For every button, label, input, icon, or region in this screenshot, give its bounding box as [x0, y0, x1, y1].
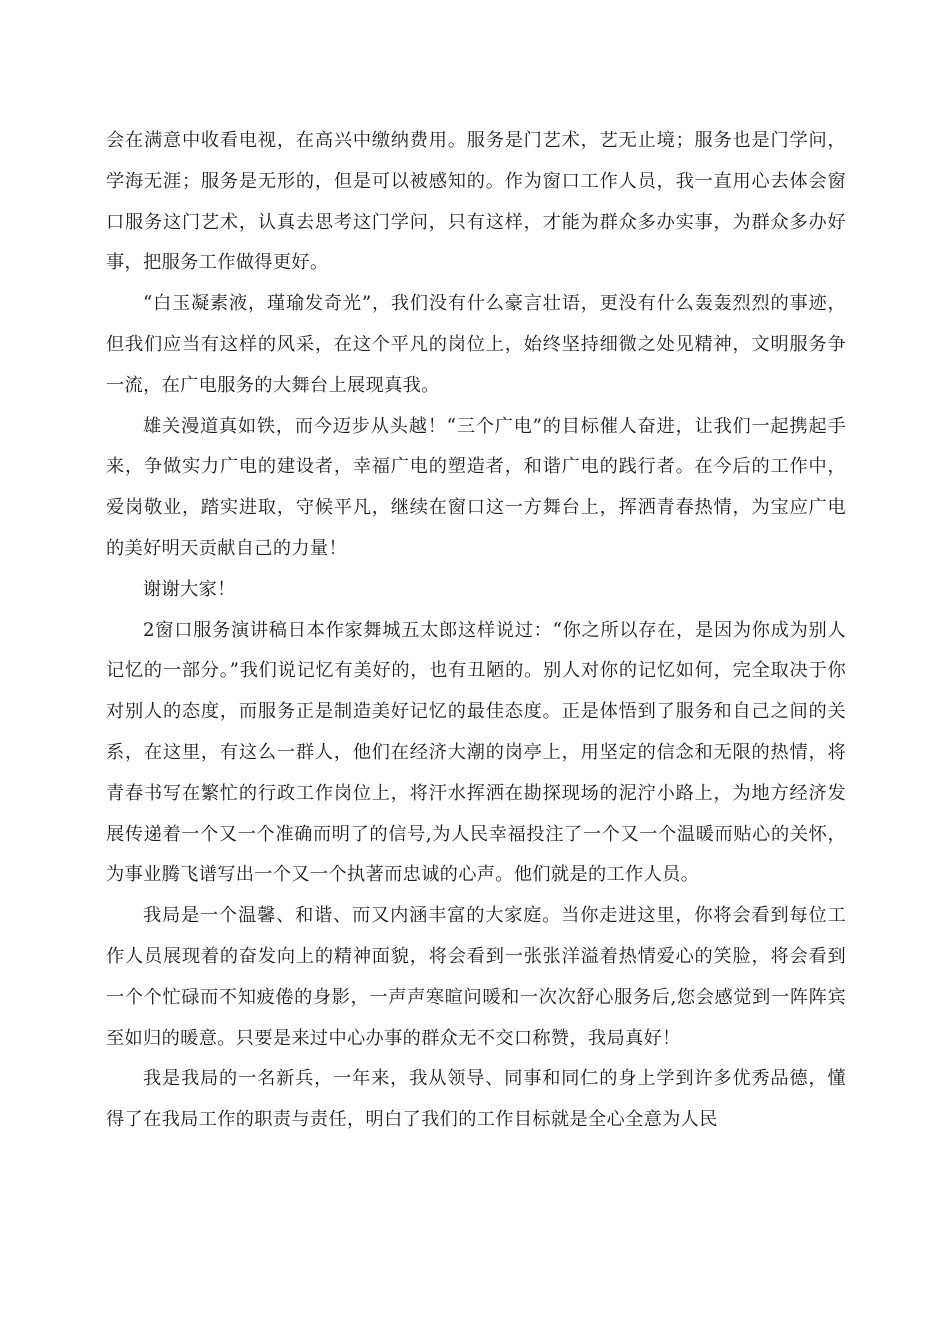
paragraph-6: 我局是一个温馨、和谐、而又内涵丰富的大家庭。当你走进这里，你将会看到每位工作人员展现着的奋发向上的精神面貌，将会看到一张张洋溢着热情爱心的笑脸，将会看到一个个忙碌而不知疲倦的身影，一声声寒暄问暖和一次次舒心服务后,您会感觉到一阵阵宾至如归的暖意。只要是来过中心办事的群众无不交口称赞，我局真好！	[106, 905, 846, 1049]
paragraph-5: 2窗口服务演讲稿日本作家舞城五太郎这样说过：“你之所以存在，是因为你成为别人记忆的一部分。”我们说记忆有美好的，也有丑陋的。别人对你的记忆如何，完全取决于你对别人的态度，而服务正是制造美好记忆的最佳态度。正是体悟到了服务和自己之间的关系，在这里，有这么一群人，他们在经济大潮的岗亭上，用坚定的信念和无限的热情，将青春书写在繁忙的行政工作岗位上，将汗水挥洒在勘探现场的泥泞小路上，为地方经济发展传递着一个又一个准确而明了的信号,为人民幸福投注了一个又一个温暖而贴心的关怀，为事业腾飞谱写出一个又一个执著而忠诚的心声。他们就是的工作人员。	[106, 619, 846, 886]
paragraph-3: 雄关漫道真如铁，而今迈步从头越！“三个广电”的目标催人奋进，让我们一起携起手来，争做实力广电的建设者，幸福广电的塑造者，和谐广电的践行者。在今后的工作中，爱岗敬业，踏实进取，守候平凡，继续在窗口这一方舞台上，挥洒青春热情，为宝应广电的美好明天贡献自己的力量！	[106, 415, 846, 559]
paragraph-2: “白玉凝素液，瑾瑜发奇光”，我们没有什么豪言壮语，更没有什么轰轰烈烈的事迹，但我们应当有这样的风采，在这个平凡的岗位上，始终坚持细微之处见精神，文明服务争一流，在广电服务的大舞台上展现真我。	[106, 293, 846, 396]
paragraph-thanks: 谢谢大家！	[143, 578, 236, 600]
paragraph-7: 我是我局的一名新兵，一年来，我从领导、同事和同仁的身上学到许多优秀品德，懂得了在我局工作的职责与责任，明白了我们的工作目标就是全心全意为人民	[106, 1068, 846, 1131]
paragraph-1: 会在满意中收看电视，在高兴中缴纳费用。服务是门艺术，艺无止境；服务也是门学问，学海无涯；服务是无形的，但是可以被感知的。作为窗口工作人员，我一直用心去体会窗口服务这门艺术，认真去思考这门学问，只有这样，才能为群众多办实事，为群众多办好事，把服务工作做得更好。	[106, 130, 846, 274]
document-body	[106, 121, 846, 1141]
